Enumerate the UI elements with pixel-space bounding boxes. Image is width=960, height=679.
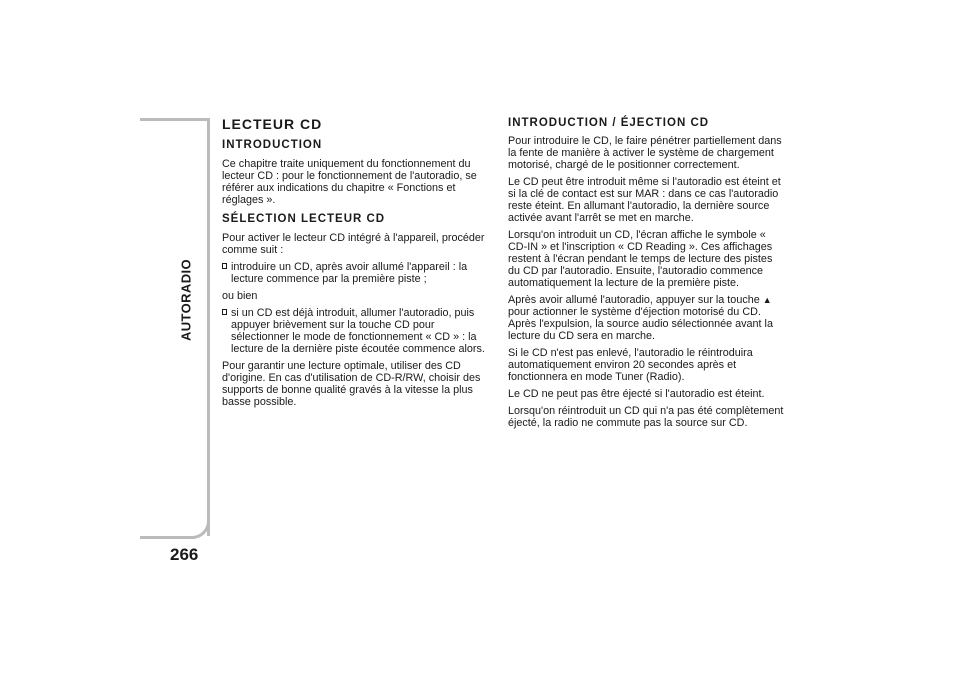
frame-top-rule <box>140 118 210 121</box>
or-text: ou bien <box>222 290 258 302</box>
eject-text-after: pour actionner le système d'éjection motorisé du CD. Après l'expulsion, la source audio sélectionnée avant la lecture du CD sera en marche. <box>508 306 773 342</box>
bullet-item <box>222 261 490 285</box>
paragraph-partial: Lorsqu'on réintroduit un CD qui n'a pas été complètement éjecté, la radio ne commute pas la source sur CD. <box>508 405 784 429</box>
heading-introduction: INTRODUCTION <box>222 139 323 151</box>
section-side-label: AUTORADIO <box>178 258 194 342</box>
paragraph-eject <box>508 294 786 342</box>
page-number: 266 <box>170 545 199 564</box>
eject-text-before: Après avoir allumé l'autoradio, appuyer sur la touche <box>508 294 760 306</box>
frame-bottom-rule <box>140 536 195 539</box>
bullet-box-icon <box>222 263 227 269</box>
bullet-text: si un CD est déjà introduit, allumer l'autoradio, puis appuyer brièvement sur la touche CD pour sélectionner le mode de fonctionnement « CD » : la lecture de la dernière piste écoutée commence alors. <box>231 307 485 355</box>
paragraph-insert: Pour introduire le CD, le faire pénétrer partiellement dans la fente de manière à activer le système de chargement motorisé, chargé de le positionner correctement. <box>508 135 782 171</box>
section-title: LECTEUR CD <box>222 116 323 132</box>
bullet-item <box>222 307 490 355</box>
frame-side-rule <box>207 118 210 536</box>
paragraph-off: Le CD ne peut pas être éjecté si l'autoradio est éteint. <box>508 388 765 400</box>
heading-selection: SÉLECTION LECTEUR CD <box>222 213 386 225</box>
eject-icon: ▲ <box>762 295 772 305</box>
bullet-box-icon <box>222 309 227 315</box>
paragraph-ignition: Le CD peut être introduit même si l'autoradio est éteint et si la clé de contact est sur MAR : dans ce cas l'autoradio reste éteint. En allumant l'autoradio, la dernière source activée avant l'arrêt se met en marche. <box>508 176 781 224</box>
right-column <box>508 116 786 434</box>
paragraph-display: Lorsqu'on introduit un CD, l'écran affiche le symbole « CD-IN » et l'inscription « CD Reading ». Ces affichages restent à l'écran pendant le temps de lecture des pistes du CD par l'autoradio. Ensuite, l'autoradio commence automatiquement la lecture de la première piste. <box>508 229 773 289</box>
heading-insert-eject: INTRODUCTION / ÉJECTION CD <box>508 117 710 129</box>
left-column <box>222 116 490 413</box>
paragraph-reinsert: Si le CD n'est pas enlevé, l'autoradio le réintroduira automatiquement environ 20 secondes après et fonctionnera en mode Tuner (Radio). <box>508 347 753 383</box>
intro-paragraph: Ce chapitre traite uniquement du fonctionnement du lecteur CD : pour le fonctionnement de l'autoradio, se référer aux indications du chapitre « Fonctions et réglages ». <box>222 158 477 206</box>
selection-paragraph: Pour activer le lecteur CD intégré à l'appareil, procéder comme suit : <box>222 232 485 256</box>
guarantee-paragraph: Pour garantir une lecture optimale, utiliser des CD d'origine. En cas d'utilisation de CD-R/RW, choisir des supports de bonne qualité gravés à la vitesse la plus basse possible. <box>222 360 481 408</box>
bullet-text: introduire un CD, après avoir allumé l'appareil : la lecture commence par la première piste ; <box>231 261 468 285</box>
